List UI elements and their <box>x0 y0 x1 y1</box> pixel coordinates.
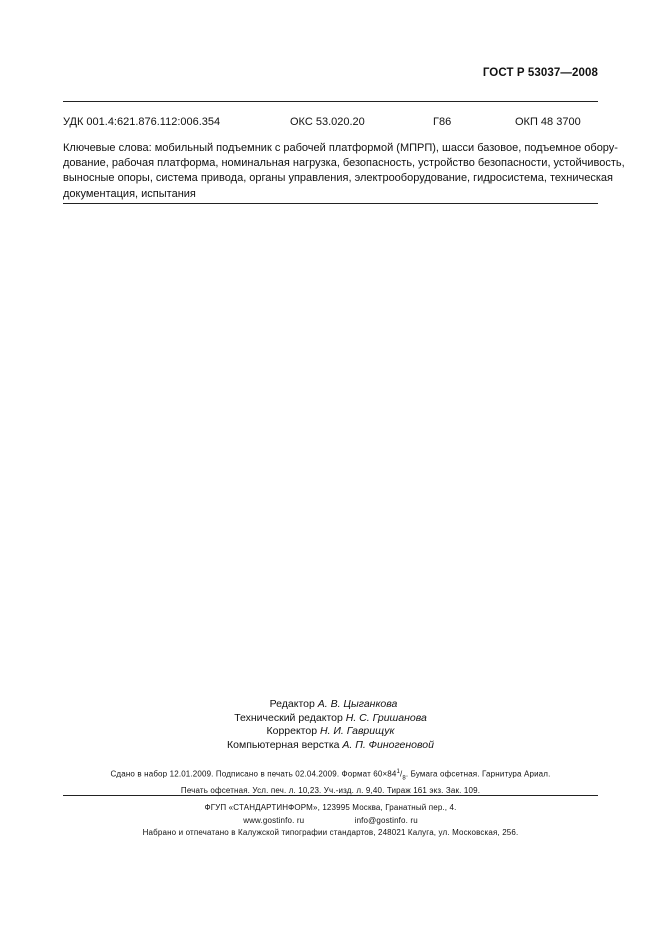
publisher-address: ФГУП «СТАНДАРТИНФОРМ», 123995 Москва, Гранатный пер., 4. <box>204 803 457 812</box>
keywords-line: дование, рабочая платформа, номинальная нагрузка, безопасность, устройство безопасности, устойчивость, <box>63 157 625 170</box>
print-info-line: Сдано в набор 12.01.2009. Подписано в печать 02.04.2009. Формат $60\times 84^1/_8$. Бумага офсетная. Гарнитура Ариал. <box>110 769 551 782</box>
print-info-text: . Бумага офсетная. Гарнитура Ариал. <box>405 769 551 779</box>
credit-role: Технический редактор <box>234 711 343 724</box>
print-info-line: Печать офсетная. Усл. печ. л. 10,23. Уч.-изд. л. 9,40. Тираж 161 экз. Зак. 109. <box>180 785 481 795</box>
credit-name: Н. И. Гаврищук <box>319 725 395 738</box>
keywords-line: выносные опоры, система привода, органы управления, электрооборудование, гидросистема, техническая <box>63 172 613 185</box>
print-info-text: Сдано в набор 12.01.2009. Подписано в печать 02.04.2009. Формат 60×84 <box>110 769 397 779</box>
keywords-divider <box>63 203 598 204</box>
keywords-line: документация, испытания <box>63 187 196 200</box>
credits-block <box>63 698 598 752</box>
print-info <box>63 767 598 796</box>
okp-code: ОКП 48 3700 <box>515 116 581 128</box>
standard-id: ГОСТ Р 53037—2008 <box>482 67 598 79</box>
credit-editor <box>63 698 598 712</box>
format-fraction-num: 1 <box>396 769 400 775</box>
credit-role: Редактор <box>269 698 315 710</box>
udk-code: УДК 001.4:621.876.112:006.354 <box>63 116 221 128</box>
credit-tech-editor <box>63 712 598 726</box>
credit-layout <box>63 739 598 753</box>
footer-divider <box>63 795 598 796</box>
credit-role: Компьютерная верстка <box>227 738 340 751</box>
keywords-line: Ключевые слова: мобильный подъемник с рабочей платформой (МПРП), шасси базовое, подъемное обору- <box>63 142 618 154</box>
credit-name: А. В. Цыганкова <box>317 698 398 710</box>
credit-corrector <box>63 725 598 739</box>
oks-code: ОКС 53.020.20 <box>290 116 365 128</box>
email-link[interactable]: info@gostinfo. ru <box>354 815 418 825</box>
top-divider <box>63 101 598 102</box>
contact-line <box>63 815 598 828</box>
format-fraction-den: 8 <box>402 775 406 782</box>
credit-name: Н. С. Гришанова <box>345 711 427 724</box>
printer-info: Набрано и отпечатано в Калужской типографии стандартов, 248021 Калуга, ул. Московская, 256. <box>142 828 519 837</box>
publisher-footer <box>63 802 598 840</box>
group-code: Г86 <box>433 116 452 128</box>
credit-name: А. П. Финогеновой <box>342 738 434 751</box>
credit-role: Корректор <box>266 725 318 738</box>
keywords-block <box>63 141 625 202</box>
website-link[interactable]: www.gostinfo. ru <box>243 815 305 825</box>
